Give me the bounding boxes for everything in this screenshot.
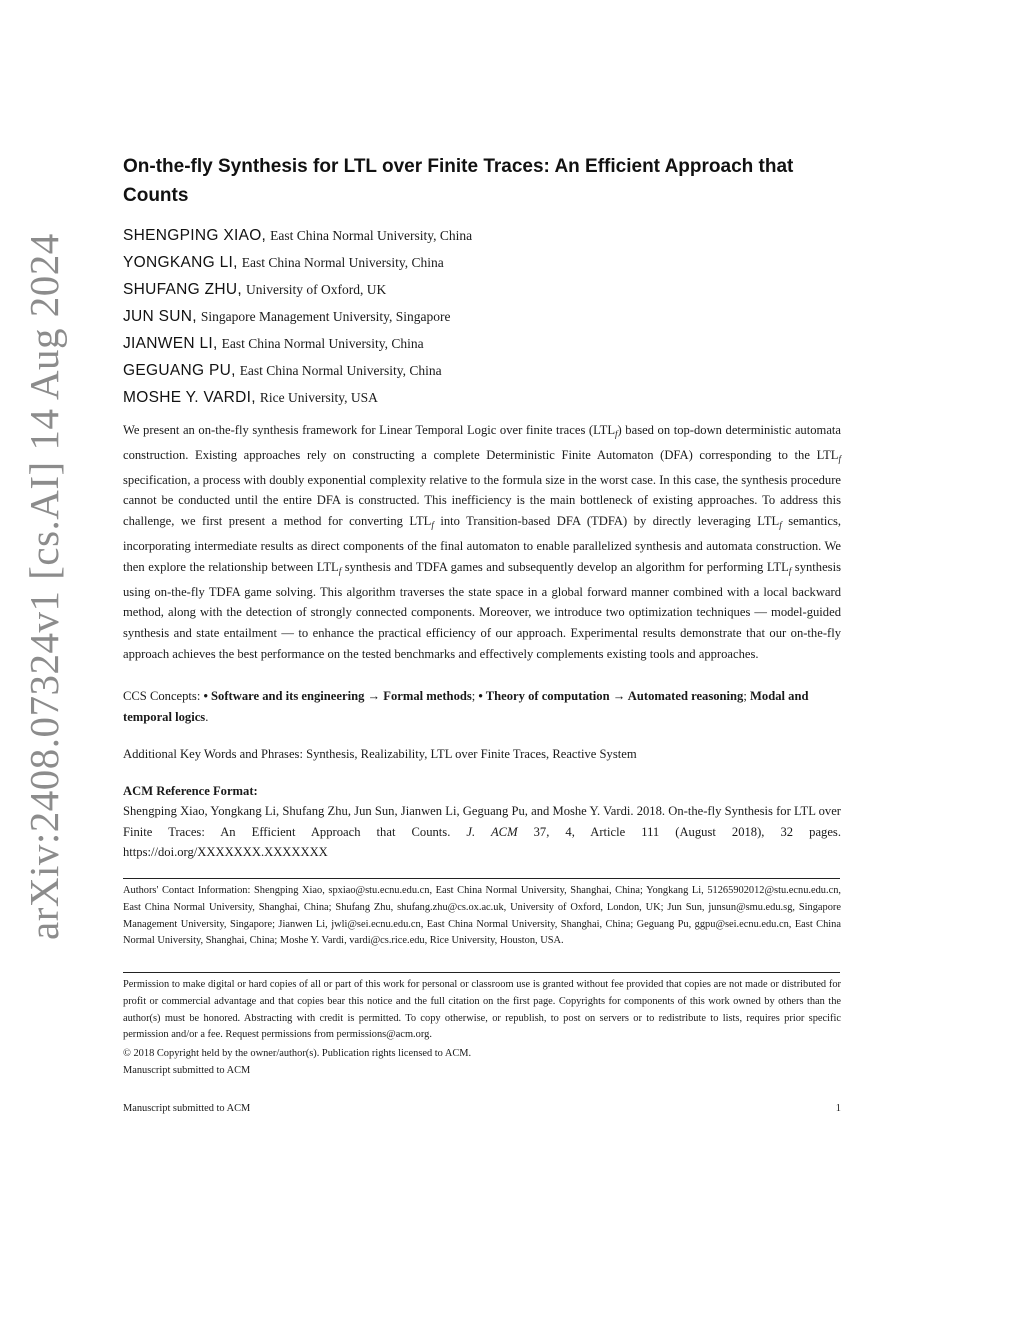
acm-reference: Shengping Xiao, Yongkang Li, Shufang Zhu, Jun Sun, Jianwen Li, Geguang Pu, and Moshe Y. Vardi. 2018. On-the-fly Synthesis for LTL over Finite Traces: An Efficient Approach that Counts. J. ACM 37, 4, Article 111 (August 2018), 32 pages. https://doi.org/XXXXXXX.XXXXXXX xyxy=(123,804,841,859)
abstract-text: synthesis using on-the-fly TDFA game solving. This algorithm traverses the state space in a global forward manner combined with a local backward method, along with the detection of strongly connected components. Moreover, we introduce two optimization techniques — model-guided synthesis and state entailment — to enhance the practical efficiency of our approach. Experimental results demonstrate that our on-the-fly approach achieves the best performance on the tested benchmarks and effectively complements existing tools and approaches. xyxy=(123,559,841,661)
ltlf-term: $LTL_f$ xyxy=(316,559,342,576)
ccs-label: CCS Concepts: xyxy=(123,689,204,703)
author-affiliation: University of Oxford, UK xyxy=(246,282,387,297)
ccs-concepts: CCS Concepts: • Software and its engineering → Formal methods; • Theory of computation → Automated reasoning; Modal and temporal logics. xyxy=(123,689,809,724)
arxiv-identifier: arXiv:2408.07324v1 [cs.AI] 14 Aug 2024 xyxy=(21,233,67,940)
journal-name: J. ACM xyxy=(466,824,518,839)
author-name: GEGUANG PU, xyxy=(123,362,236,379)
author-entry xyxy=(123,330,841,357)
author-contact-info: Authors' Contact Information: Shengping Xiao, spxiao@stu.ecnu.edu.cn, East China Normal University, Shanghai, China; Yongkang Li, 51265902012@stu.ecnu.edu.cn, East China Normal University, Shanghai, China; Shufang Zhu, shufang.zhu@cs.ox.ac.uk, University of Oxford, London, UK; Jun Sun, junsun@smu.edu.sg, Singapore Management University, Singapore; Jianwen Li, jwli@sei.ecnu.edu.cn, East China Normal University, Shanghai, China; Geguang Pu, ggpu@sei.ecnu.edu.cn, East China Normal University, Shanghai, China; Moshe Y. Vardi, vardi@cs.rice.edu, Rice University, Houston, USA. xyxy=(123,885,841,947)
author-entry xyxy=(123,249,841,276)
author-entry xyxy=(123,384,841,411)
copyright-line: © 2018 Copyright held by the owner/author(s). Publication rights licensed to ACM. xyxy=(123,1048,472,1059)
permission-notice: Permission to make digital or hard copies of all or part of this work for personal or classroom use is granted without fee provided that copies are not made or distributed for profit or commercial advantage and that copies bear this notice and the full citation on the first page. Copyrights for components of this work owned by others than the author(s) must be honored. Abstracting with credit is permitted. To copy otherwise, or republish, to post on servers or to redistribute to lists, requires prior specific permission and/or a fee. Request permissions from permissions@acm.org. xyxy=(123,979,841,1041)
manuscript-line: Manuscript submitted to ACM xyxy=(123,1064,251,1076)
author-name: JIANWEN LI, xyxy=(123,335,218,352)
ccs-concept: • Theory of computation → Automated reasoning xyxy=(478,689,744,703)
ccs-concept: • Software and its engineering → Formal methods xyxy=(203,689,472,703)
paper-title: On-the-fly Synthesis for LTL over Finite Traces: An Efficient Approach that Counts xyxy=(123,156,794,206)
author-entry xyxy=(123,357,841,384)
author-list xyxy=(123,222,841,411)
acm-reference-heading: ACM Reference Format: xyxy=(123,784,258,798)
author-name: MOSHE Y. VARDI, xyxy=(123,389,256,406)
author-entry xyxy=(123,276,841,303)
ccs-concept: Modal and temporal logics xyxy=(123,689,809,724)
author-name: SHENGPING XIAO, xyxy=(123,227,267,244)
ltlf-term: $LTL_f$ xyxy=(816,447,841,464)
page-number: 1 xyxy=(835,1103,841,1114)
ltlf-term: $LTL_f$ xyxy=(409,514,434,531)
abstract-text: into Transition-based DFA (TDFA) by directly leveraging xyxy=(433,514,758,529)
keywords: Additional Key Words and Phrases: Synthesis, Realizability, LTL over Finite Traces, Reactive System xyxy=(123,747,637,761)
permission-divider xyxy=(123,972,840,973)
footnote-divider xyxy=(123,878,840,879)
author-affiliation: Singapore Management University, Singapore xyxy=(200,309,451,324)
ltlf-term: $LTL_f$ xyxy=(766,559,792,576)
author-affiliation: East China Normal University, China xyxy=(270,228,473,243)
author-affiliation: East China Normal University, China xyxy=(221,336,424,351)
copyright-block xyxy=(123,1046,841,1079)
author-entry xyxy=(123,303,841,330)
footer-venue: Manuscript submitted to ACM xyxy=(123,1103,251,1114)
author-affiliation: Rice University, USA xyxy=(259,390,378,405)
abstract-text: specification, a process with doubly exponential complexity relative to the formula size in the worst case. In this case, the synthesis procedure cannot be conducted until the entire DFA is constructed. This inefficiency is the main bottleneck of existing approaches. To address this challenge, we first present a method for converting xyxy=(123,472,841,529)
author-name: JUN SUN, xyxy=(123,308,197,325)
author-affiliation: East China Normal University, China xyxy=(241,255,444,270)
abstract-text: semantics, incorporating intermediate results as direct components of the final automaton to enable parallelized synthesis and automata construction. We then explore the relationship between xyxy=(123,514,841,574)
abstract-text: We present an on-the-fly synthesis framework for Linear Temporal Logic over finite traces ( xyxy=(123,423,594,437)
author-name: SHUFANG ZHU, xyxy=(123,281,242,298)
abstract xyxy=(123,420,841,665)
abstract-text: ) based on top-down deterministic automata construction. Existing approaches rely on constructing a complete Deterministic Finite Automaton (DFA) corresponding to the xyxy=(123,423,841,462)
page-footer xyxy=(123,1101,841,1117)
ltlf-term: $LTL_f$ xyxy=(757,514,782,531)
author-affiliation: East China Normal University, China xyxy=(239,363,442,378)
author-name: YONGKANG LI, xyxy=(123,254,238,271)
ltlf-term: $LTL_f$ xyxy=(593,423,618,439)
author-entry xyxy=(123,222,841,249)
abstract-text: synthesis and TDFA games and subsequently develop an algorithm for performing xyxy=(341,559,767,574)
